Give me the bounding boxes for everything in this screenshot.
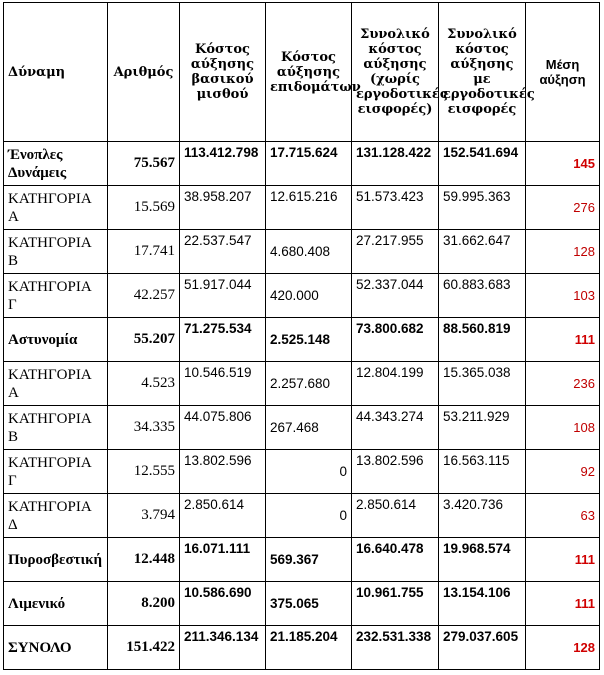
- salary-cost-table: [3, 2, 600, 670]
- row-count-cell: 75.567: [108, 142, 180, 186]
- row-average-cell: 63: [526, 494, 600, 538]
- row-base-cost-cell: 211.346.134: [180, 626, 266, 670]
- row-name-cell: ΣΥΝΟΛΟ: [4, 626, 108, 670]
- row-name-cell: ΚΑΤΗΓΟΡΙΑ Β: [4, 406, 108, 450]
- row-total-with-cell: 60.883.683: [439, 274, 526, 318]
- row-total-with-cell: 279.037.605: [439, 626, 526, 670]
- row-total-with-cell: 13.154.106: [439, 582, 526, 626]
- row-allowance-cost-cell: 569.367: [266, 538, 352, 582]
- row-name-cell: ΚΑΤΗΓΟΡΙΑ Α: [4, 362, 108, 406]
- table-row: [4, 362, 600, 406]
- row-total-without-cell: 232.531.338: [352, 626, 439, 670]
- row-allowance-cost-cell: 2.257.680: [266, 362, 352, 406]
- row-total-without-cell: 16.640.478: [352, 538, 439, 582]
- row-count-cell: 3.794: [108, 494, 180, 538]
- row-base-cost-cell: 44.075.806: [180, 406, 266, 450]
- table-row: [4, 318, 600, 362]
- row-average-cell: 276: [526, 186, 600, 230]
- row-allowance-cost-cell: 375.065: [266, 582, 352, 626]
- row-base-cost-cell: 113.412.798: [180, 142, 266, 186]
- table-row: [4, 538, 600, 582]
- row-total-without-cell: 44.343.274: [352, 406, 439, 450]
- row-allowance-cost-cell: 17.715.624: [266, 142, 352, 186]
- row-total-with-cell: 19.968.574: [439, 538, 526, 582]
- salary-cost-table-container: [3, 2, 600, 670]
- row-name-cell: ΚΑΤΗΓΟΡΙΑ Β: [4, 230, 108, 274]
- row-name-cell: Ένοπλες Δυνάμεις: [4, 142, 108, 186]
- row-total-without-cell: 13.802.596: [352, 450, 439, 494]
- row-allowance-cost-cell: 0: [266, 450, 352, 494]
- row-count-cell: 55.207: [108, 318, 180, 362]
- table-body: [4, 142, 600, 670]
- row-total-without-cell: 51.573.423: [352, 186, 439, 230]
- row-allowance-cost-cell: 2.525.148: [266, 318, 352, 362]
- row-count-cell: 12.555: [108, 450, 180, 494]
- header-count: Αριθμός: [108, 3, 180, 142]
- table-row: [4, 142, 600, 186]
- row-total-without-cell: 12.804.199: [352, 362, 439, 406]
- row-total-with-cell: 15.365.038: [439, 362, 526, 406]
- row-name-cell: ΚΑΤΗΓΟΡΙΑ Γ: [4, 450, 108, 494]
- row-count-cell: 15.569: [108, 186, 180, 230]
- row-count-cell: 4.523: [108, 362, 180, 406]
- row-average-cell: 111: [526, 582, 600, 626]
- row-allowance-cost-cell: 4.680.408: [266, 230, 352, 274]
- table-row: [4, 450, 600, 494]
- header-total-with: Συνολικό κόστος αύξησης με εργοδοτικές εισφορές: [439, 3, 526, 142]
- row-total-with-cell: 88.560.819: [439, 318, 526, 362]
- row-total-without-cell: 73.800.682: [352, 318, 439, 362]
- row-total-with-cell: 3.420.736: [439, 494, 526, 538]
- row-name-cell: Πυροσβεστική: [4, 538, 108, 582]
- row-total-with-cell: 16.563.115: [439, 450, 526, 494]
- row-total-with-cell: 53.211.929: [439, 406, 526, 450]
- row-total-without-cell: 52.337.044: [352, 274, 439, 318]
- row-average-cell: 128: [526, 230, 600, 274]
- row-count-cell: 12.448: [108, 538, 180, 582]
- row-allowance-cost-cell: 12.615.216: [266, 186, 352, 230]
- row-count-cell: 34.335: [108, 406, 180, 450]
- row-name-cell: ΚΑΤΗΓΟΡΙΑ Δ: [4, 494, 108, 538]
- row-base-cost-cell: 10.586.690: [180, 582, 266, 626]
- row-average-cell: 236: [526, 362, 600, 406]
- row-base-cost-cell: 71.275.534: [180, 318, 266, 362]
- row-name-cell: ΚΑΤΗΓΟΡΙΑ Α: [4, 186, 108, 230]
- table-row: [4, 406, 600, 450]
- table-row: [4, 230, 600, 274]
- table-row: [4, 274, 600, 318]
- row-total-without-cell: 2.850.614: [352, 494, 439, 538]
- row-count-cell: 8.200: [108, 582, 180, 626]
- row-allowance-cost-cell: 267.468: [266, 406, 352, 450]
- header-base: Κόστος αύξησης βασικού μισθού: [180, 3, 266, 142]
- row-average-cell: 108: [526, 406, 600, 450]
- row-total-with-cell: 59.995.363: [439, 186, 526, 230]
- row-base-cost-cell: 10.546.519: [180, 362, 266, 406]
- row-base-cost-cell: 16.071.111: [180, 538, 266, 582]
- row-allowance-cost-cell: 0: [266, 494, 352, 538]
- row-count-cell: 151.422: [108, 626, 180, 670]
- header-total-without: Συνολικό κόστος αύξησης (χωρίς εργοδοτικές εισφορές): [352, 3, 439, 142]
- row-base-cost-cell: 2.850.614: [180, 494, 266, 538]
- row-allowance-cost-cell: 420.000: [266, 274, 352, 318]
- row-name-cell: ΚΑΤΗΓΟΡΙΑ Γ: [4, 274, 108, 318]
- row-name-cell: Λιμενικό: [4, 582, 108, 626]
- row-total-without-cell: 10.961.755: [352, 582, 439, 626]
- row-base-cost-cell: 13.802.596: [180, 450, 266, 494]
- row-total-without-cell: 27.217.955: [352, 230, 439, 274]
- table-row: [4, 582, 600, 626]
- row-base-cost-cell: 51.917.044: [180, 274, 266, 318]
- row-total-without-cell: 131.128.422: [352, 142, 439, 186]
- row-average-cell: 111: [526, 538, 600, 582]
- table-row: [4, 626, 600, 670]
- row-total-with-cell: 31.662.647: [439, 230, 526, 274]
- row-total-with-cell: 152.541.694: [439, 142, 526, 186]
- row-count-cell: 17.741: [108, 230, 180, 274]
- header-name: Δύναμη: [4, 3, 108, 142]
- table-row: [4, 186, 600, 230]
- row-average-cell: 111: [526, 318, 600, 362]
- row-base-cost-cell: 38.958.207: [180, 186, 266, 230]
- row-average-cell: 92: [526, 450, 600, 494]
- row-count-cell: 42.257: [108, 274, 180, 318]
- row-average-cell: 145: [526, 142, 600, 186]
- header-allowance: Κόστος αύξησης επιδομάτων: [266, 3, 352, 142]
- row-base-cost-cell: 22.537.547: [180, 230, 266, 274]
- row-allowance-cost-cell: 21.185.204: [266, 626, 352, 670]
- row-average-cell: 128: [526, 626, 600, 670]
- header-row: [4, 3, 600, 142]
- row-name-cell: Αστυνομία: [4, 318, 108, 362]
- header-average: Μέση αύξηση: [526, 3, 600, 142]
- table-row: [4, 494, 600, 538]
- row-average-cell: 103: [526, 274, 600, 318]
